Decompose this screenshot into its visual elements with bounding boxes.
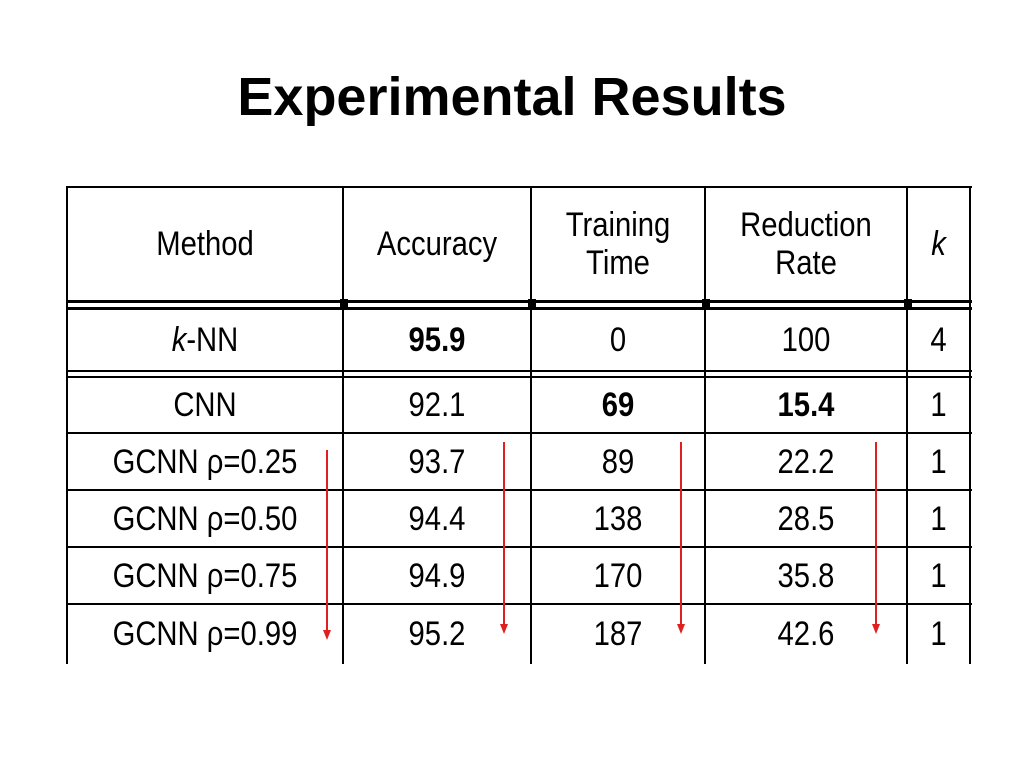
training-time-cell: 187	[593, 614, 643, 653]
reduction-rate-cell: 15.4	[777, 386, 835, 424]
reduction-rate-cell: 22.2	[777, 442, 835, 481]
column-divider	[66, 186, 68, 664]
accuracy-cell: 95.9	[408, 321, 466, 359]
header-k-label: k	[931, 225, 946, 263]
k-cell: 4	[930, 321, 947, 359]
header-reduction-label-line2: Rate	[775, 244, 837, 282]
header-accuracy-label: Accuracy	[376, 225, 498, 263]
training-time-cell: 170	[593, 556, 643, 595]
reduction-rate-cell: 35.8	[777, 556, 835, 595]
junction-marker	[528, 299, 536, 309]
accuracy-cell: 95.2	[408, 614, 466, 653]
accuracy-cell: 93.7	[408, 442, 466, 481]
k-cell: 1	[930, 499, 947, 538]
training-time-cell: 89	[601, 442, 635, 481]
reduction-rate-cell: 42.6	[777, 614, 835, 653]
header-k	[912, 188, 964, 300]
method-label: -NN	[186, 321, 239, 359]
header-training-label-line1: Training	[565, 206, 671, 244]
reduction-rate-cell: 28.5	[777, 499, 835, 538]
k-cell: 1	[930, 442, 947, 481]
column-divider	[342, 186, 344, 664]
training-time-cell: 138	[593, 499, 643, 538]
k-cell: 1	[930, 556, 947, 595]
k-cell: 1	[930, 386, 947, 424]
header-reduction-rate	[720, 188, 892, 300]
method-cell: CNN	[173, 386, 237, 424]
accuracy-cell: 94.4	[408, 499, 466, 538]
header-training-label-line2: Time	[586, 244, 650, 282]
junction-marker	[904, 299, 912, 309]
column-divider	[704, 186, 706, 664]
results-table	[66, 186, 972, 664]
k-cell: 1	[930, 614, 947, 653]
reduction-rate-cell: 100	[781, 321, 831, 359]
slide-title: Experimental Results	[237, 67, 787, 127]
column-divider	[906, 186, 908, 664]
junction-marker	[702, 299, 710, 309]
column-divider	[530, 186, 532, 664]
column-divider	[969, 186, 971, 664]
header-method	[87, 188, 323, 300]
header-method-label: Method	[156, 225, 254, 263]
header-divider-top	[66, 300, 972, 303]
header-reduction-label-line1: Reduction	[740, 206, 872, 244]
method-cell: GCNN ρ=0.25	[112, 442, 298, 481]
accuracy-cell: 94.9	[408, 556, 466, 595]
junction-marker	[340, 299, 348, 309]
header-accuracy	[357, 188, 517, 300]
header-training-time	[544, 188, 692, 300]
training-time-cell: 69	[601, 386, 635, 424]
method-cell: GCNN ρ=0.75	[112, 556, 298, 595]
accuracy-cell: 92.1	[408, 386, 466, 424]
training-time-cell: 0	[609, 321, 627, 359]
table-row-knn-method	[87, 310, 323, 370]
method-italic-prefix: k	[171, 321, 187, 359]
method-cell: GCNN ρ=0.99	[112, 614, 298, 653]
knn-divider-top	[66, 370, 972, 372]
method-cell: GCNN ρ=0.50	[112, 499, 298, 538]
